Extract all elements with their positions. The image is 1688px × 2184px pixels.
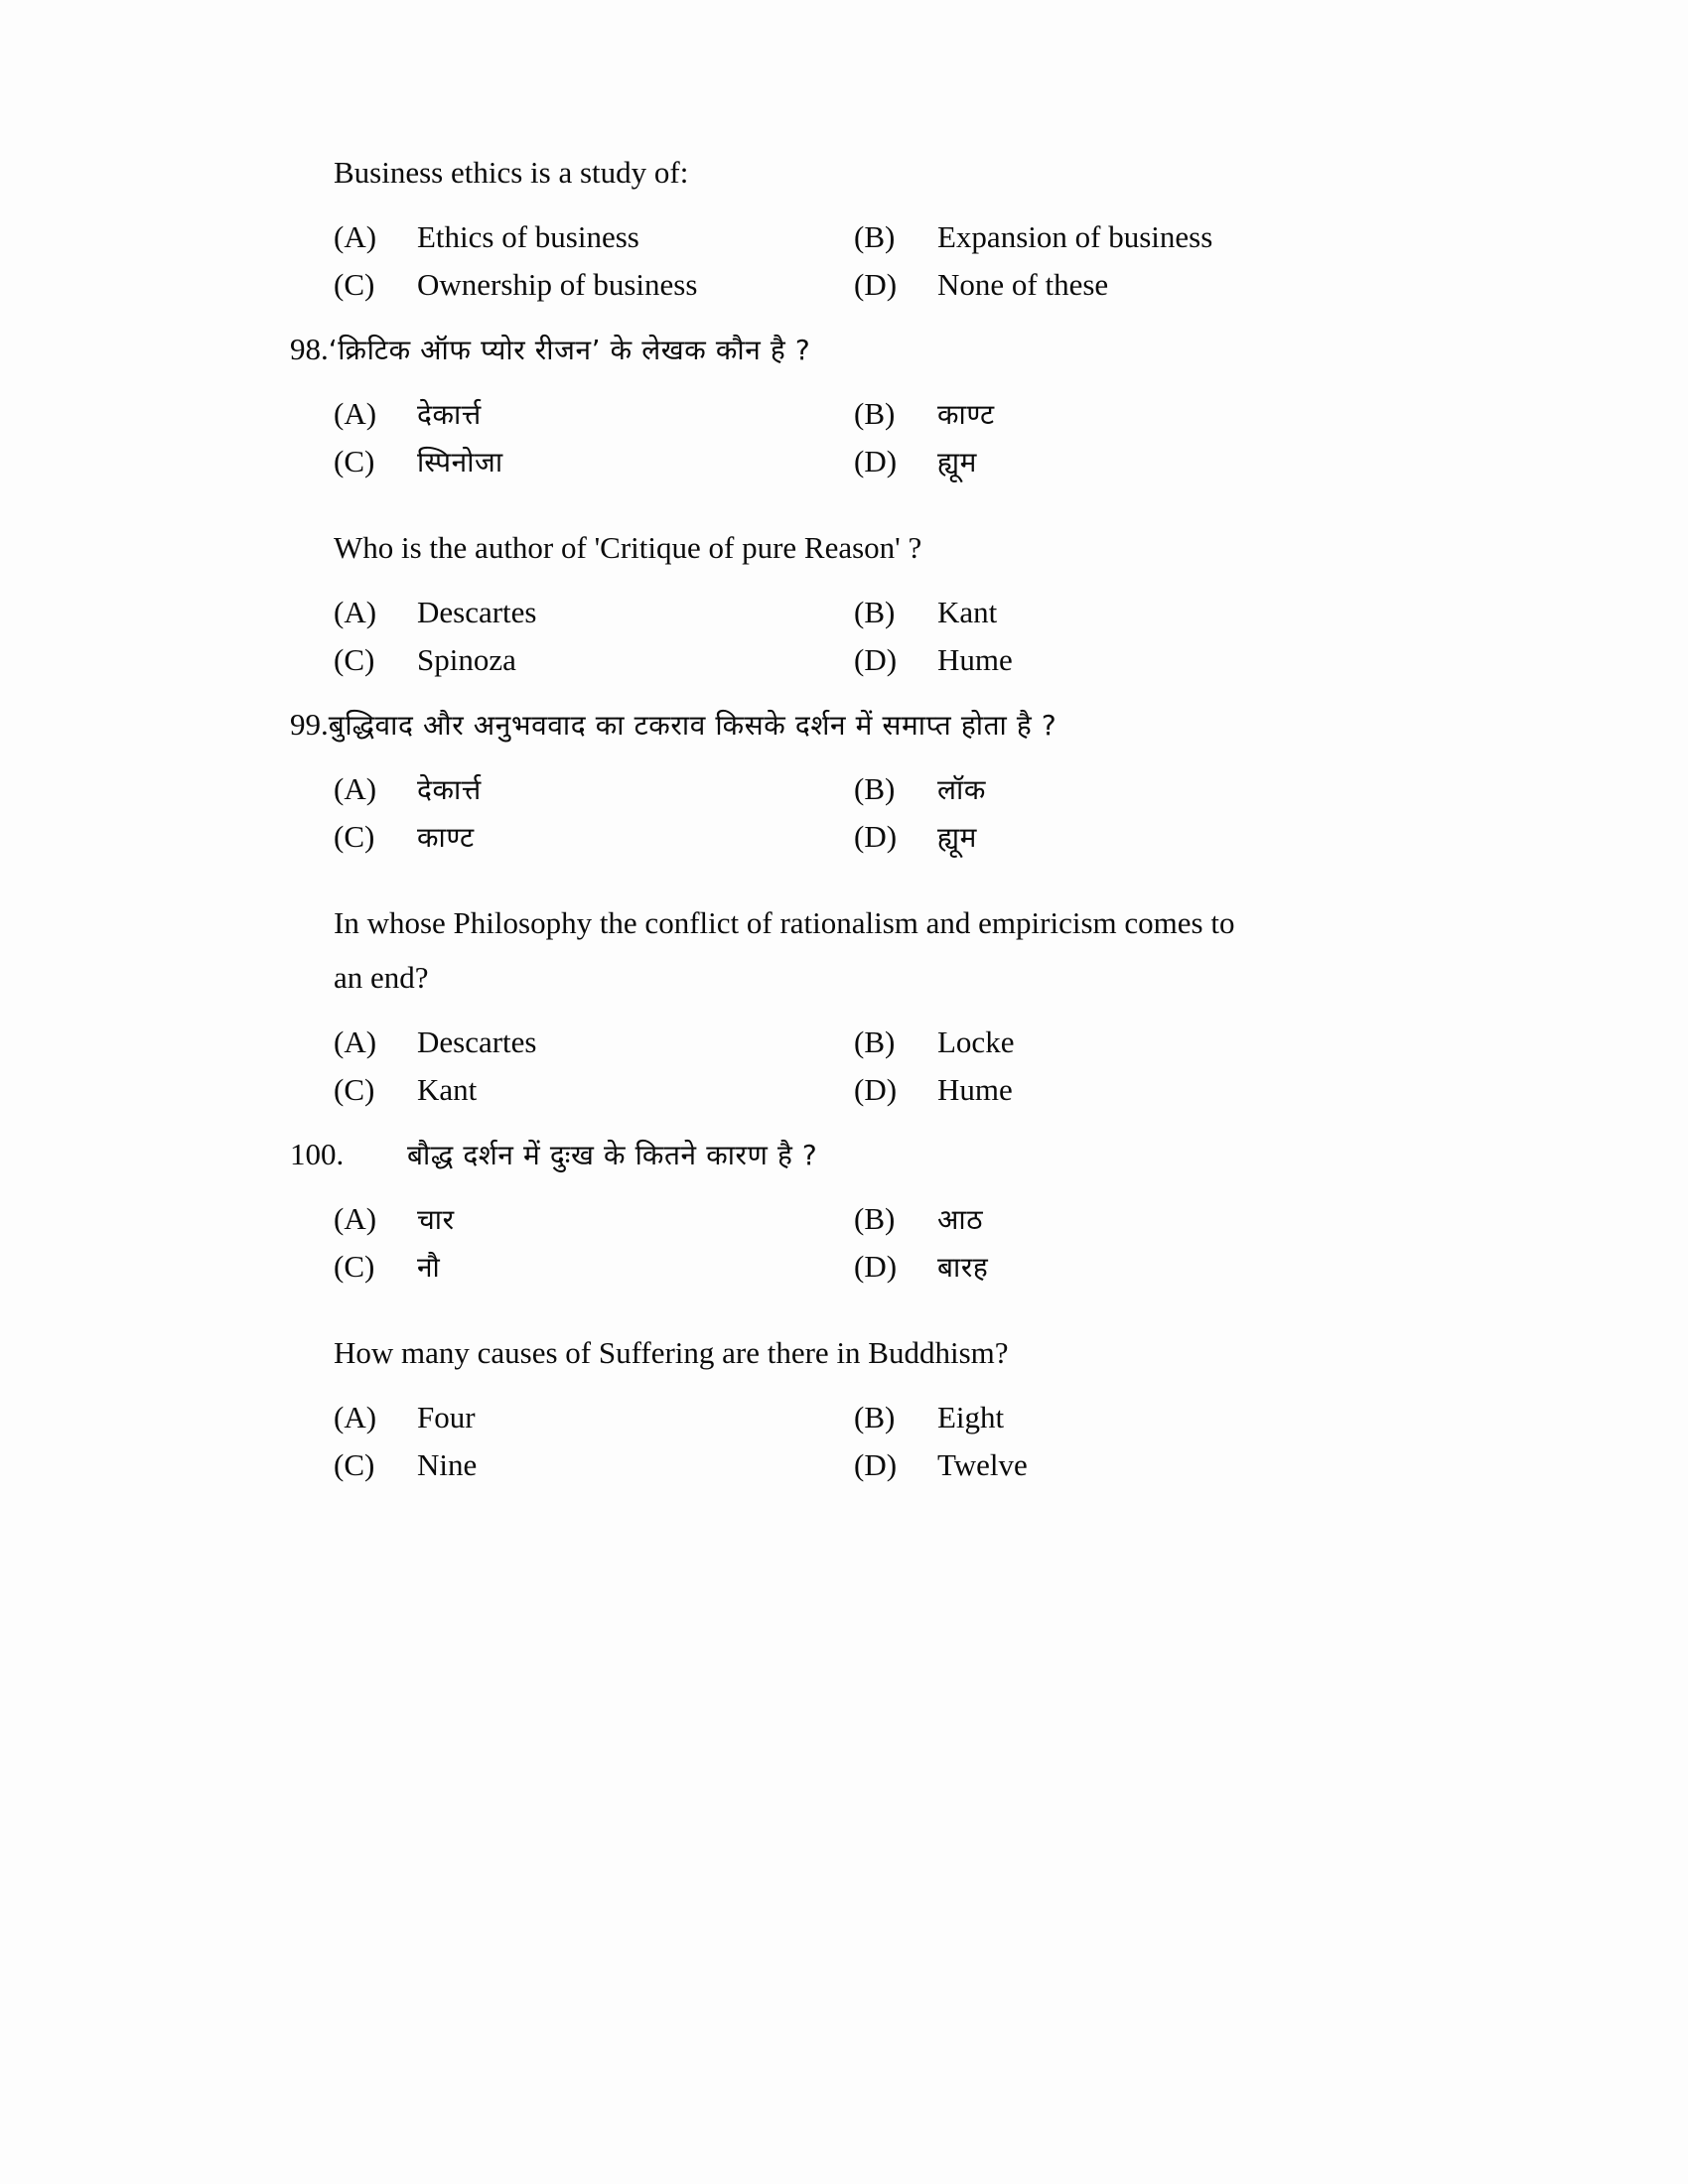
option-key: (C) <box>334 267 375 302</box>
option-label: Expansion of business <box>937 219 1213 254</box>
question-block-q98-en <box>290 532 1442 675</box>
question-block-q98-hi <box>290 334 1442 477</box>
option-key: (B) <box>854 219 896 254</box>
option-a[interactable] <box>334 398 854 429</box>
spacer <box>290 1169 1442 1203</box>
option-d[interactable] <box>854 821 977 852</box>
option-label: लॉक <box>937 773 986 806</box>
option-label: स्पिनोजा <box>417 446 503 478</box>
option-row-bd <box>290 821 1442 852</box>
spacer <box>290 477 1442 532</box>
option-a[interactable] <box>334 1203 854 1234</box>
option-key: (C) <box>334 1249 375 1284</box>
question-line <box>290 1139 1442 1169</box>
option-a[interactable] <box>334 1402 854 1433</box>
option-label: Four <box>417 1400 476 1434</box>
option-row-bd <box>290 269 1442 300</box>
option-row-ac <box>290 1026 1442 1057</box>
option-b[interactable] <box>854 398 995 429</box>
option-d[interactable] <box>854 1251 988 1282</box>
option-d[interactable] <box>854 1074 1013 1105</box>
option-key: (D) <box>854 642 898 677</box>
option-key: (C) <box>334 1447 375 1482</box>
option-label: Hume <box>937 642 1013 677</box>
question-stem-line2: an end? <box>334 960 429 995</box>
question-block-q99-en <box>290 907 1442 1105</box>
question-stem: Business ethics is a study of: <box>334 155 689 190</box>
option-row-bd <box>290 644 1442 675</box>
option-label: नौ <box>417 1251 441 1284</box>
option-label: चार <box>417 1203 455 1236</box>
question-block-q100-hi <box>290 1139 1442 1282</box>
option-key: (B) <box>854 396 896 431</box>
option-label: ह्यूम <box>937 446 977 478</box>
option-key: (A) <box>334 1400 377 1434</box>
spacer <box>290 1368 1442 1402</box>
spacer <box>290 938 1442 962</box>
option-c[interactable] <box>334 821 854 852</box>
option-key: (C) <box>334 1072 375 1107</box>
option-label: काण्ट <box>937 398 995 431</box>
option-c[interactable] <box>334 644 854 675</box>
option-key: (D) <box>854 1447 898 1482</box>
option-key: (A) <box>334 396 377 431</box>
option-label: Ownership of business <box>417 267 698 302</box>
option-a[interactable] <box>334 597 854 627</box>
option-row-ac <box>290 773 1442 804</box>
question-block-q100-en <box>290 1337 1442 1480</box>
option-row-ac <box>290 1203 1442 1234</box>
question-list <box>290 157 1442 1480</box>
spacer <box>290 364 1442 398</box>
option-key: (A) <box>334 219 377 254</box>
option-label: Kant <box>417 1072 478 1107</box>
option-b[interactable] <box>854 1402 1004 1433</box>
spacer <box>290 1105 1442 1139</box>
option-b[interactable] <box>854 221 1212 252</box>
option-a[interactable] <box>334 1026 854 1057</box>
option-key: (B) <box>854 771 896 806</box>
option-key: (A) <box>334 1024 377 1059</box>
option-key: (D) <box>854 1072 898 1107</box>
option-row-bd <box>290 1074 1442 1105</box>
spacer <box>290 740 1442 773</box>
spacer <box>290 993 1442 1026</box>
spacer <box>290 188 1442 221</box>
option-key: (D) <box>854 267 898 302</box>
spacer <box>290 675 1442 709</box>
option-label: Ethics of business <box>417 219 639 254</box>
question-stem: How many causes of Suffering are there in Buddhism? <box>334 1335 1009 1370</box>
spacer <box>290 1282 1442 1337</box>
option-label: Spinoza <box>417 642 516 677</box>
option-row-bd <box>290 1449 1442 1480</box>
option-label: Hume <box>937 1072 1013 1107</box>
option-label: Descartes <box>417 595 537 629</box>
question-stem: ‘क्रिटिक ऑफ प्योर रीजन’ के लेखक कौन है ? <box>328 334 811 366</box>
question-number: 98. <box>290 332 329 366</box>
question-line <box>290 709 1442 740</box>
option-label: ह्यूम <box>937 821 977 854</box>
option-a[interactable] <box>334 773 854 804</box>
option-label: Descartes <box>417 1024 537 1059</box>
option-label: काण्ट <box>417 821 475 854</box>
option-key: (A) <box>334 1201 377 1236</box>
spacer <box>290 852 1442 907</box>
option-c[interactable] <box>334 269 854 300</box>
option-row-bd <box>290 446 1442 477</box>
option-c[interactable] <box>334 446 854 477</box>
option-row-bd <box>290 1251 1442 1282</box>
option-a[interactable] <box>334 221 854 252</box>
option-key: (B) <box>854 595 896 629</box>
option-b[interactable] <box>854 773 986 804</box>
option-key: (A) <box>334 771 377 806</box>
question-stem-line1: In whose Philosophy the conflict of rationalism and empiricism comes to <box>334 905 1235 940</box>
option-row-ac <box>290 221 1442 252</box>
option-key: (B) <box>854 1400 896 1434</box>
question-number: 99. <box>290 707 329 742</box>
option-d[interactable] <box>854 1449 1028 1480</box>
question-line <box>290 334 1442 364</box>
option-key: (C) <box>334 642 375 677</box>
option-label: Twelve <box>937 1447 1028 1482</box>
question-stem: Who is the author of 'Critique of pure Reason' ? <box>334 530 922 565</box>
option-label: Nine <box>417 1447 478 1482</box>
option-b[interactable] <box>854 597 997 627</box>
option-b[interactable] <box>854 1203 983 1234</box>
option-row-ac <box>290 398 1442 429</box>
option-label: देकार्त्त <box>417 773 482 806</box>
option-label: Kant <box>937 595 998 629</box>
option-label: Eight <box>937 1400 1005 1434</box>
option-label: देकार्त्त <box>417 398 482 431</box>
option-key: (A) <box>334 595 377 629</box>
option-key: (C) <box>334 444 375 478</box>
question-stem: बौद्ध दर्शन में दुःख के कितने कारण है ? <box>407 1139 818 1171</box>
question-block-q97-en <box>290 157 1442 300</box>
question-number: 100. <box>290 1137 345 1171</box>
option-key: (D) <box>854 819 898 854</box>
spacer <box>290 300 1442 334</box>
option-d[interactable] <box>854 269 1108 300</box>
option-key: (D) <box>854 444 898 478</box>
question-stem: बुद्धिवाद और अनुभववाद का टकराव किसके दर्शन में समाप्त होता है ? <box>328 709 1057 742</box>
option-row-ac <box>290 597 1442 627</box>
spacer <box>290 563 1442 597</box>
option-label: None of these <box>937 267 1109 302</box>
option-key: (B) <box>854 1024 896 1059</box>
option-d[interactable] <box>854 446 977 477</box>
option-row-ac <box>290 1402 1442 1433</box>
option-label: बारह <box>937 1251 989 1284</box>
option-c[interactable] <box>334 1251 854 1282</box>
option-label: आठ <box>937 1203 984 1236</box>
option-b[interactable] <box>854 1026 1014 1057</box>
option-key: (C) <box>334 819 375 854</box>
option-key: (D) <box>854 1249 898 1284</box>
option-key: (B) <box>854 1201 896 1236</box>
option-label: Locke <box>937 1024 1015 1059</box>
option-d[interactable] <box>854 644 1013 675</box>
question-block-q99-hi <box>290 709 1442 852</box>
option-c[interactable] <box>334 1449 854 1480</box>
option-c[interactable] <box>334 1074 854 1105</box>
